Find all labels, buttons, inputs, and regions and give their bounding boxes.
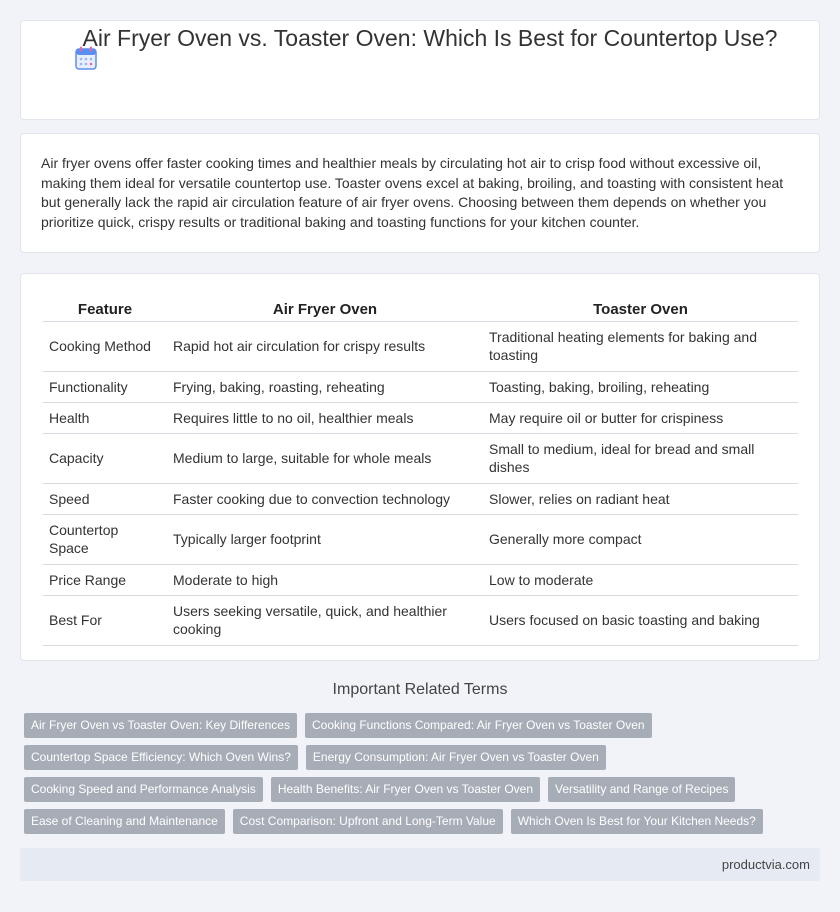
table-cell: Faster cooking due to convection technology (167, 483, 483, 514)
table-row (43, 371, 798, 402)
related-tag[interactable]: Cooking Speed and Performance Analysis (24, 777, 263, 802)
footer (20, 848, 820, 881)
table-cell: Small to medium, ideal for bread and small dishes (483, 433, 798, 483)
related-tag[interactable]: Ease of Cleaning and Maintenance (24, 809, 225, 834)
table-cell: Functionality (43, 371, 167, 402)
table-cell: Countertop Space (43, 514, 167, 564)
table-cell: Requires little to no oil, healthier meals (167, 402, 483, 433)
table-cell: Frying, baking, roasting, reheating (167, 371, 483, 402)
related-tag[interactable]: Energy Consumption: Air Fryer Oven vs Toaster Oven (306, 745, 606, 770)
table-row (43, 564, 798, 595)
tag-row (24, 745, 606, 770)
table-cell: Toasting, baking, broiling, reheating (483, 371, 798, 402)
table-row (43, 433, 798, 483)
table-cell: Traditional heating elements for baking and toasting (483, 321, 798, 371)
table-row (43, 321, 798, 371)
footer-site[interactable]: productvia.com (721, 857, 810, 872)
related-tag[interactable]: Versatility and Range of Recipes (548, 777, 735, 802)
table-row (43, 402, 798, 433)
table-cell: Health (43, 402, 167, 433)
comparison-table (43, 294, 798, 646)
table-cell: Low to moderate (483, 564, 798, 595)
related-tag[interactable]: Countertop Space Efficiency: Which Oven Wins? (24, 745, 298, 770)
related-terms-title: Important Related Terms (332, 681, 508, 698)
tag-row (24, 777, 735, 802)
related-tag[interactable]: Health Benefits: Air Fryer Oven vs Toaster Oven (271, 777, 540, 802)
column-header: Air Fryer Oven (167, 294, 483, 321)
table-cell: Moderate to high (167, 564, 483, 595)
table-cell: Slower, relies on radiant heat (483, 483, 798, 514)
table-cell: Users focused on basic toasting and baking (483, 595, 798, 645)
tag-row (24, 713, 652, 738)
column-header: Feature (43, 294, 167, 321)
table-cell: Best For (43, 595, 167, 645)
title-wrap (70, 22, 790, 54)
table-cell: Cooking Method (43, 321, 167, 371)
table-cell: Medium to large, suitable for whole meals (167, 433, 483, 483)
intro-card (20, 133, 820, 253)
comparison-card (20, 273, 820, 661)
table-cell: Speed (43, 483, 167, 514)
column-header: Toaster Oven (483, 294, 798, 321)
related-tag[interactable]: Which Oven Is Best for Your Kitchen Needs? (511, 809, 763, 834)
table-cell: Generally more compact (483, 514, 798, 564)
tag-row (24, 809, 763, 834)
related-tag[interactable]: Cost Comparison: Upfront and Long-Term Value (233, 809, 503, 834)
table-cell: Rapid hot air circulation for crispy results (167, 321, 483, 371)
table-row (43, 514, 798, 564)
table-cell: Users seeking versatile, quick, and healthier cooking (167, 595, 483, 645)
table-row (43, 595, 798, 645)
table-cell: Price Range (43, 564, 167, 595)
related-tag[interactable]: Cooking Functions Compared: Air Fryer Oven vs Toaster Oven (305, 713, 652, 738)
table-header-row (43, 294, 798, 321)
intro-text: Air fryer ovens offer faster cooking times and healthier meals by circulating hot air to crisp food without excessive oil, making them ideal for versatile countertop use. Toaster ovens excel at baking, broiling, and toasting with consistent heat but generally lack the rapid air circulation feature of air fryer ovens. Choosing between them depends on whether you prioritize quick, crispy results or traditional baking and toasting functions for your kitchen counter. (41, 155, 784, 230)
table-cell: Capacity (43, 433, 167, 483)
table-cell: May require oil or butter for crispiness (483, 402, 798, 433)
related-tag[interactable]: Air Fryer Oven vs Toaster Oven: Key Differences (24, 713, 297, 738)
table-cell: Typically larger footprint (167, 514, 483, 564)
table-row (43, 483, 798, 514)
page-title: Air Fryer Oven vs. Toaster Oven: Which Is Best for Countertop Use? (82, 25, 778, 51)
